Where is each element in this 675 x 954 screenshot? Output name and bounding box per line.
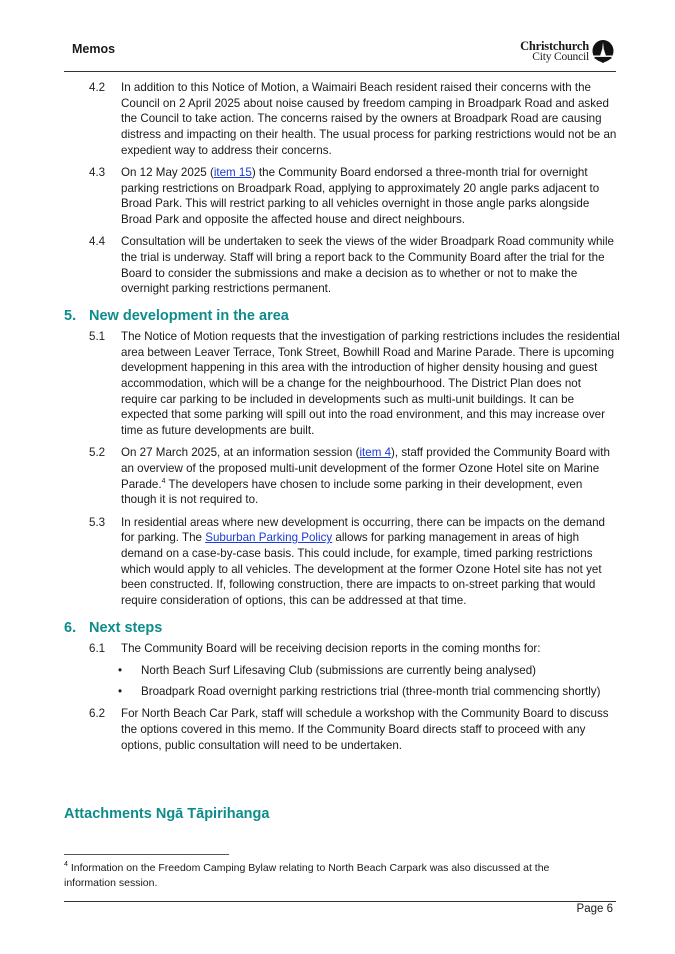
paragraph-number: 4.2 bbox=[89, 81, 106, 94]
bullet-icon: • bbox=[118, 685, 123, 699]
logo-line2: City Council bbox=[532, 51, 589, 63]
section-6-heading: 6. Next steps bbox=[64, 619, 163, 636]
document-body bbox=[64, 80, 620, 760]
paragraph-number: 5.3 bbox=[89, 515, 106, 529]
paragraph-5-1 bbox=[64, 329, 620, 439]
paragraph-text: In addition to this Notice of Motion, a Waimairi Beach resident raised their concerns with the Council on 2 April 2025 about noise caused by freedom camping in Broadpark Road and asked the Council to take action. The concerns raised by the owners at Broadpark Road are causing distress and impacting on their health. The usual process for parking restrictions would not be an expedient way to address their concerns. bbox=[121, 81, 617, 157]
attachments-heading: Attachments Ngā Tāpirihanga bbox=[64, 806, 270, 822]
paragraph-text: For North Beach Car Park, staff will schedule a workshop with the Community Board to discuss the options covered in this memo. If the Community Board directs staff to proceed with any options, public consultation will need to be undertaken. bbox=[121, 707, 609, 752]
page-number: Page 6 bbox=[576, 903, 613, 915]
item-4-link[interactable]: item 4 bbox=[359, 446, 392, 460]
paragraph-text: Consultation will be undertaken to seek the views of the wider Broadpark Road community while the trial is underway. Staff will bring a report back to the Community Board after the trial for the Board to consider the submissions and make a decision as to whether or not to make the overnight parking restrictions permanent. bbox=[121, 235, 614, 296]
paragraph-5-3 bbox=[64, 515, 620, 609]
paragraph-text: On 12 May 2025 (item 15) the Community Board endorsed a three-month trial for overnight parking restrictions on Broadpark Road, applying to approximately 20 angle parks adjacent to Broad Park. This will restrict parking to all vehicles overnight in those angle parks alongside Broad Park and opposite the affected house and direct neighbours. bbox=[121, 166, 600, 227]
logo-line1: Christchurch bbox=[520, 39, 589, 53]
footnote-reference[interactable]: 4 bbox=[161, 477, 166, 485]
footnote: $^4$ Information on the Freedom Camping Bylaw relating to North Beach Carpark was also discussed at the information session. bbox=[64, 861, 550, 889]
cathedral-icon bbox=[592, 40, 614, 64]
paragraph-number: 4.3 bbox=[89, 166, 106, 180]
list-item: • Broadpark Road overnight parking restrictions trial (three-month trial commencing shortly) bbox=[118, 685, 601, 699]
footnote-marker: 4 bbox=[64, 861, 68, 868]
paragraph-6-1 bbox=[64, 641, 620, 657]
paragraph-text: In residential areas where new development is occurring, there can be impacts on the demand for parking. The Suburban Parking Policy allows for parking management in areas of high demand on a case-by-case basis. This could include, for example, timed parking restrictions which would apply to all vehicles. The development at the former Ozone Hotel site has not yet been constructed. If, following construction, there are impacts to on-street parking that would require consideration of options, this can be addressed at that time. bbox=[121, 515, 605, 608]
footer-divider bbox=[64, 901, 616, 902]
paragraph-text: The Notice of Motion requests that the investigation of parking restrictions includes the residential area between Leaver Terrace, Tonk Street, Bowhill Road and Marine Parade. There is upcoming development happening in this area with the introduction of higher density housing and guest accommodation, which will be a change for the neighbourhood. The District Plan does not require car parking to be included in developments such as multi-unit buildings. It can be expected that some parking will spill out into the road environment, and this may increase over time as future developments are built. bbox=[121, 329, 620, 438]
suburban-parking-policy-link[interactable]: Suburban Parking Policy bbox=[205, 531, 333, 545]
paragraph-number: 4.4 bbox=[89, 235, 106, 249]
header-divider bbox=[64, 71, 616, 72]
paragraph-4-4 bbox=[64, 234, 620, 297]
item-15-link[interactable]: item 15 bbox=[213, 166, 252, 180]
paragraph-5-2 bbox=[64, 445, 620, 508]
paragraph-6-2 bbox=[64, 706, 620, 753]
footnote-divider bbox=[64, 854, 229, 855]
section-5-heading: 5. New development in the area bbox=[64, 308, 289, 325]
list-item: • North Beach Surf Lifesaving Club (submissions are currently being analysed) bbox=[118, 663, 537, 677]
paragraph-4-2 bbox=[64, 80, 620, 159]
header-title: Memos bbox=[72, 42, 116, 56]
council-logo bbox=[520, 40, 614, 64]
paragraph-number: 6.1 bbox=[89, 641, 106, 655]
page-header bbox=[64, 37, 616, 73]
paragraph-4-3 bbox=[64, 165, 620, 228]
paragraph-number: 6.2 bbox=[89, 707, 106, 721]
paragraph-number: 5.2 bbox=[89, 446, 106, 460]
bullet-list bbox=[64, 663, 620, 700]
bullet-icon: • bbox=[118, 663, 123, 677]
paragraph-number: 5.1 bbox=[89, 329, 106, 343]
paragraph-text: On 27 March 2025, at an information session (item 4), staff provided the Community Board with an overview of the proposed multi-unit development of the former Ozone Hotel site on Marine Parade.$^4$ The developers have chosen to include some parking in their development, even though it is not required to. bbox=[121, 446, 610, 507]
paragraph-text: The Community Board will be receiving decision reports in the coming months for: bbox=[121, 641, 541, 655]
